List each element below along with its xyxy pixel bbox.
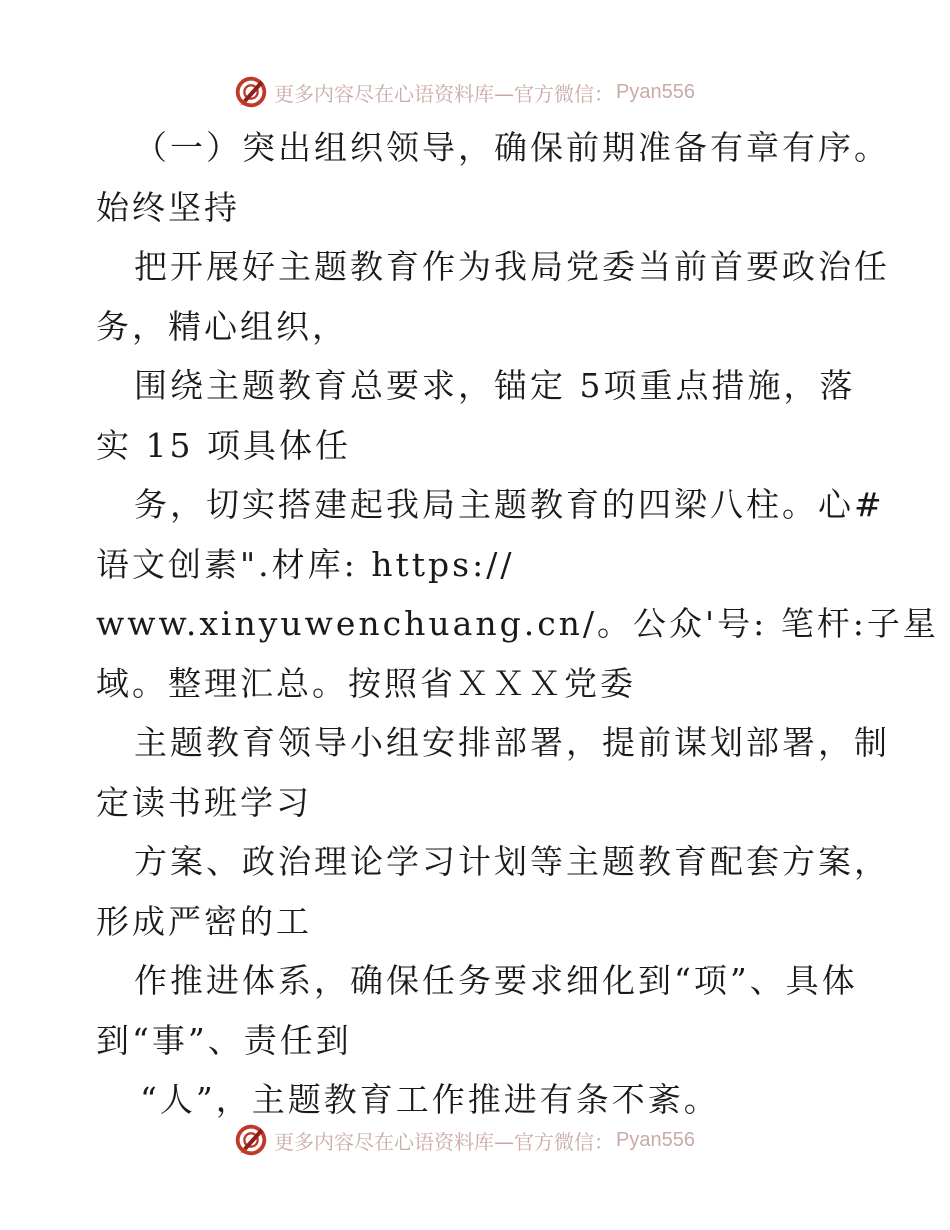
text-line: 围绕主题教育总要求，锚定 5项重点措施，落: [134, 366, 856, 405]
text-line: 语文创素".材库: https://: [96, 544, 515, 584]
footer-banner-text: 更多内容尽在心语资料库—官方微信：: [274, 1129, 614, 1154]
header-banner-text: 更多内容尽在心语资料库—官方微信：: [274, 81, 614, 106]
pen-logo-icon: [232, 1121, 270, 1159]
text-line: 域。整理汇总。按照省ＸＸＸ党委: [96, 663, 636, 703]
text-line: 形成严密的工: [96, 901, 312, 941]
header-watermark-banner: [232, 72, 695, 112]
text-line: 务，切实搭建起我局主题教育的四梁八柱。心#: [134, 485, 885, 524]
footer-banner-handle: Pyan556: [616, 1128, 695, 1151]
text-line: （一）突出组织领导，确保前期准备有章有序。: [134, 128, 890, 167]
text-line: www.xinyuwenchuang.cn/。公众'号: 笔杆:子星: [96, 604, 939, 643]
pen-logo-icon: [232, 73, 270, 111]
text-line: 到“事”、责任到: [96, 1020, 352, 1060]
text-line: 作推进体系，确保任务要求细化到“项”、具体: [134, 961, 858, 1000]
text-line: 定读书班学习: [96, 782, 312, 822]
text-line: 主题教育领导小组安排部署，提前谋划部署，制: [134, 723, 890, 762]
text-line: 始终坚持: [96, 187, 240, 227]
text-line: 方案、政治理论学习计划等主题教育配套方案，: [134, 842, 890, 881]
text-line: 把开展好主题教育作为我局党委当前首要政治任: [134, 247, 890, 286]
header-banner-handle: Pyan556: [616, 80, 695, 103]
footer-watermark-banner: [232, 1120, 695, 1160]
text-line: 务，精心组织，: [96, 306, 348, 346]
text-line: “人”，主题教育工作推进有条不紊。: [140, 1080, 720, 1119]
document-body: [96, 118, 939, 1130]
text-line: 实 15 项具体任: [96, 425, 351, 465]
